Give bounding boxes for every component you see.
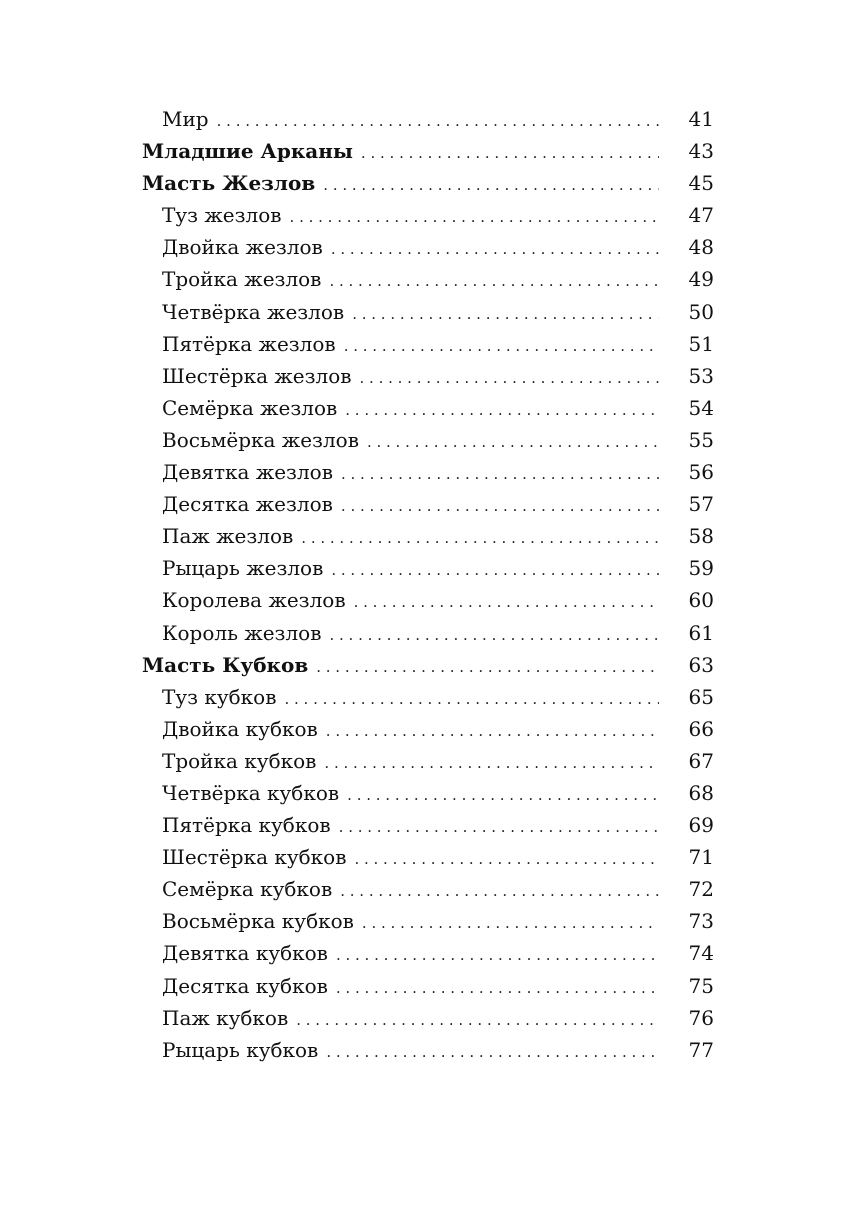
toc-entry-title: Девятка кубков <box>162 941 328 966</box>
toc-entry-title: Десятка жезлов <box>162 492 333 517</box>
toc-page-number: 72 <box>688 877 714 902</box>
toc-entry-title: Туз жезлов <box>162 203 282 228</box>
dot-leader <box>323 169 658 201</box>
toc-page-number: 51 <box>688 331 714 356</box>
toc-entry-row <box>142 1002 714 1034</box>
dot-leader <box>331 233 659 265</box>
toc-entry-row <box>142 328 714 360</box>
dot-leader <box>362 907 659 939</box>
toc-page-number: 76 <box>688 1005 714 1030</box>
dot-leader <box>316 651 658 683</box>
dot-leader <box>336 939 659 971</box>
toc-entry-row <box>142 809 714 841</box>
toc-entry-row <box>142 360 714 392</box>
toc-entry-title: Тройка жезлов <box>162 267 322 292</box>
toc-entry-title: Восьмёрка кубков <box>162 909 354 934</box>
dot-leader <box>344 330 659 362</box>
toc-page-number: 59 <box>688 556 714 581</box>
toc-page-number: 55 <box>688 427 714 452</box>
dot-leader <box>341 490 659 522</box>
toc-page-number: 68 <box>688 780 714 805</box>
dot-leader <box>367 426 659 458</box>
dot-leader <box>336 972 659 1004</box>
toc-entry-row <box>142 1034 714 1066</box>
dot-leader <box>324 747 658 779</box>
toc-entry-title: Туз кубков <box>162 684 277 709</box>
dot-leader <box>352 298 658 330</box>
toc-entry-title: Масть Жезлов <box>142 171 316 196</box>
toc-entry-title: Пятёрка жезлов <box>162 331 336 356</box>
toc-page-number: 69 <box>688 813 714 838</box>
toc-page-number: 45 <box>688 171 714 196</box>
dot-leader <box>284 683 658 715</box>
toc-entry-title: Девятка жезлов <box>162 460 333 485</box>
toc-entry-row <box>142 970 714 1002</box>
toc-entry-row <box>142 263 714 295</box>
toc-page-number: 66 <box>688 716 714 741</box>
toc-entry-row <box>142 937 714 969</box>
toc-entry-row <box>142 552 714 584</box>
toc-entry-row <box>142 488 714 520</box>
dot-leader <box>217 105 659 137</box>
toc-entry-title: Мир <box>162 107 209 131</box>
toc-page-number: 67 <box>688 748 714 773</box>
toc-entry-row <box>142 745 714 777</box>
dot-leader <box>360 362 659 394</box>
toc-page-number: 60 <box>688 588 714 613</box>
toc-entry-title: Рыцарь кубков <box>162 1037 319 1062</box>
toc-entry-row <box>142 905 714 937</box>
toc-page-number: 74 <box>688 941 714 966</box>
table-of-contents <box>142 103 714 1066</box>
dot-leader <box>301 522 658 554</box>
toc-entry-title: Рыцарь жезлов <box>162 556 324 581</box>
toc-section-row <box>142 135 714 167</box>
toc-entry-title: Двойка жезлов <box>162 235 323 260</box>
dot-leader <box>326 1036 658 1068</box>
toc-page-number: 63 <box>688 652 714 677</box>
dot-leader <box>354 843 658 875</box>
toc-entry-title: Пятёрка кубков <box>162 813 331 838</box>
toc-page-number: 53 <box>688 363 714 388</box>
toc-entry-row <box>142 296 714 328</box>
dot-leader <box>329 619 658 651</box>
toc-entry-title: Паж кубков <box>162 1005 289 1030</box>
dot-leader <box>345 394 658 426</box>
toc-entry-title: Десятка кубков <box>162 973 328 998</box>
toc-page-number: 43 <box>688 139 714 164</box>
toc-page-number: 47 <box>688 203 714 228</box>
dot-leader <box>326 715 659 747</box>
toc-entry-row <box>142 199 714 231</box>
toc-page-number: 41 <box>688 107 714 131</box>
toc-entry-row <box>142 456 714 488</box>
dot-leader <box>340 875 658 907</box>
toc-entry-row <box>142 231 714 263</box>
toc-page-number: 71 <box>688 845 714 870</box>
toc-page-number: 54 <box>688 395 714 420</box>
toc-entry-title: Шестёрка кубков <box>162 845 347 870</box>
dot-leader <box>347 779 658 811</box>
toc-entry-row <box>142 841 714 873</box>
toc-page-number: 48 <box>688 235 714 260</box>
dot-leader <box>354 586 659 618</box>
toc-entry-row <box>142 520 714 552</box>
toc-entry-row <box>142 777 714 809</box>
dot-leader <box>290 201 659 233</box>
toc-entry-row <box>142 103 714 135</box>
dot-leader <box>331 554 658 586</box>
toc-page-number: 58 <box>688 524 714 549</box>
toc-section-row <box>142 167 714 199</box>
dot-leader <box>339 811 659 843</box>
toc-entry-title: Паж жезлов <box>162 524 294 549</box>
toc-entry-title: Двойка кубков <box>162 716 318 741</box>
toc-page-number: 75 <box>688 973 714 998</box>
toc-entry-title: Семёрка кубков <box>162 877 333 902</box>
toc-entry-title: Четвёрка жезлов <box>162 299 345 324</box>
toc-section-row <box>142 649 714 681</box>
toc-entry-row <box>142 617 714 649</box>
toc-entry-row <box>142 681 714 713</box>
toc-entry-title: Шестёрка жезлов <box>162 363 352 388</box>
toc-entry-row <box>142 873 714 905</box>
toc-entry-title: Масть Кубков <box>142 652 309 677</box>
toc-page-number: 56 <box>688 460 714 485</box>
toc-page-number: 50 <box>688 299 714 324</box>
toc-page-number: 61 <box>688 620 714 645</box>
toc-entry-title: Младшие Арканы <box>142 139 353 164</box>
toc-entry-title: Король жезлов <box>162 620 322 645</box>
toc-entry-row <box>142 713 714 745</box>
toc-page-number: 49 <box>688 267 714 292</box>
toc-page-number: 65 <box>688 684 714 709</box>
toc-entry-row <box>142 584 714 616</box>
toc-entry-row <box>142 424 714 456</box>
toc-page-number: 57 <box>688 492 714 517</box>
toc-entry-title: Восьмёрка жезлов <box>162 427 359 452</box>
toc-entry-title: Тройка кубков <box>162 748 317 773</box>
dot-leader <box>341 458 659 490</box>
toc-entry-title: Королева жезлов <box>162 588 346 613</box>
toc-page-number: 77 <box>688 1037 714 1062</box>
toc-entry-row <box>142 392 714 424</box>
toc-page-number: 73 <box>688 909 714 934</box>
toc-entry-title: Семёрка жезлов <box>162 395 338 420</box>
dot-leader <box>329 265 658 297</box>
dot-leader <box>361 137 659 169</box>
dot-leader <box>296 1004 658 1036</box>
toc-entry-title: Четвёрка кубков <box>162 780 340 805</box>
